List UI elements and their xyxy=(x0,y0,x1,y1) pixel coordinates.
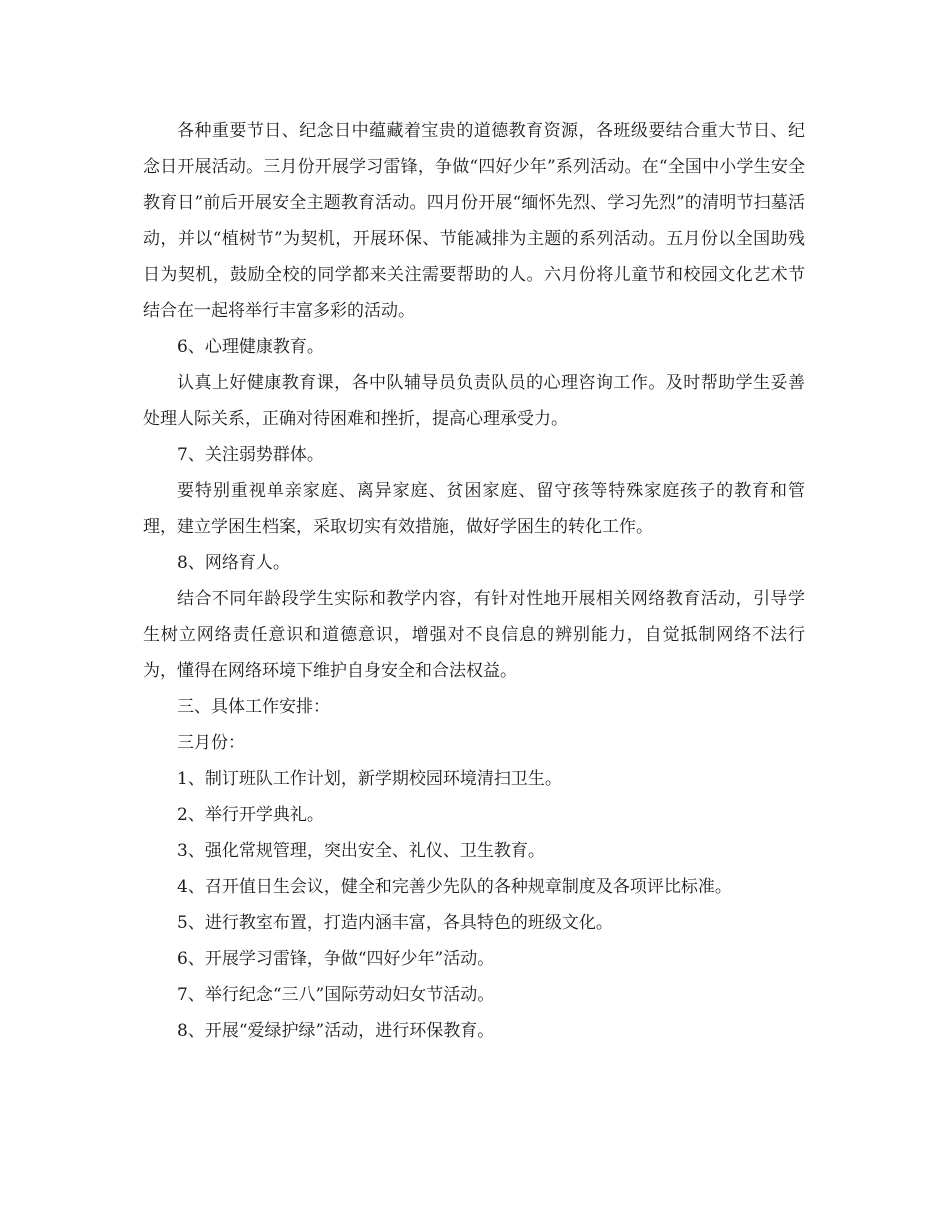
list-item: 4、召开值日生会议，健全和完善少先队的各种规章制度及各项评比标准。 xyxy=(177,877,732,897)
heading-mental-health: 6、心理健康教育。 xyxy=(177,337,324,357)
paragraph-holiday-activities: 各种重要节日、纪念日中蕴藏着宝贵的道德教育资源，各班级要结合重大节日、纪念日开展活动。三月份开展学习雷锋，争做“四好少年”系列活动。在“全国中小学生安全教育日”前后开展安全主题教育活动。四月份开展“缅怀先烈、学习先烈”的清明节扫墓活动，并以“植树节”为契机，开展环保、节能减排为主题的系列活动。五月份以全国助残日为契机，鼓励全校的同学都来关注需要帮助的人。六月份将儿童节和校园文化艺术节结合在一起将举行丰富多彩的活动。 xyxy=(143,121,805,321)
section-heading-work-arrangement: 三、具体工作安排： xyxy=(177,697,330,717)
list-item: 8、开展“爱绿护绿”活动，进行环保教育。 xyxy=(177,1021,495,1041)
list-item: 1、制订班队工作计划，新学期校园环境清扫卫生。 xyxy=(177,769,562,789)
heading-vulnerable-groups: 7、关注弱势群体。 xyxy=(177,445,324,465)
document-body xyxy=(143,113,805,1049)
month-heading-march: 三月份： xyxy=(177,733,245,753)
list-item: 3、强化常规管理，突出安全、礼仪、卫生教育。 xyxy=(177,841,545,861)
list-item: 5、进行教室布置，打造内涵丰富，各具特色的班级文化。 xyxy=(177,913,613,933)
list-item: 7、举行纪念“三八”国际劳动妇女节活动。 xyxy=(177,985,495,1005)
heading-network-education: 8、网络育人。 xyxy=(177,553,290,573)
list-item: 6、开展学习雷锋，争做“四好少年”活动。 xyxy=(177,949,495,969)
list-item: 2、举行开学典礼。 xyxy=(177,805,324,825)
paragraph-mental-health: 认真上好健康教育课，各中队辅导员负责队员的心理咨询工作。及时帮助学生妥善处理人际关系，正确对待困难和挫折，提高心理承受力。 xyxy=(143,373,805,429)
paragraph-vulnerable-groups: 要特别重视单亲家庭、离异家庭、贫困家庭、留守孩等特殊家庭孩子的教育和管理，建立学困生档案，采取切实有效措施，做好学困生的转化工作。 xyxy=(143,481,805,537)
paragraph-network-education: 结合不同年龄段学生实际和教学内容，有针对性地开展相关网络教育活动，引导学生树立网络责任意识和道德意识，增强对不良信息的辨别能力，自觉抵制网络不法行为，懂得在网络环境下维护自身安全和合法权益。 xyxy=(143,589,805,681)
